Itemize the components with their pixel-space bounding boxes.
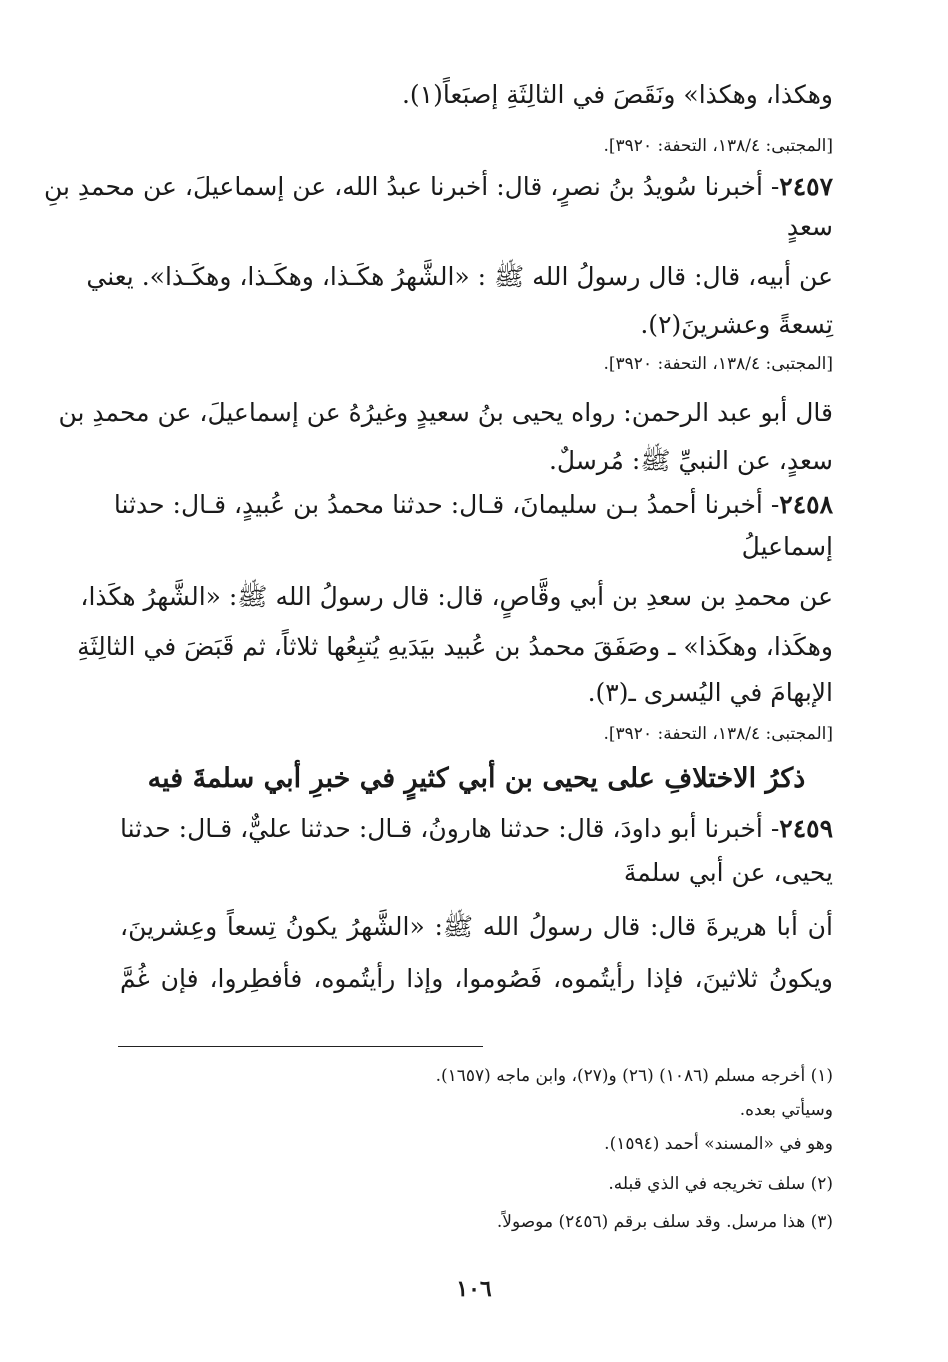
text-segment: - أخبرنا أحمدُ بـن سليمانَ، قـال: حدثنا محمدُ بن عُبيدٍ، قـال: حدثنا (113, 490, 780, 519)
footnote: (٢) سلف تخريجه في الذي قبله. (608, 1174, 833, 1194)
hadith-2458-line (113, 488, 833, 522)
text-line: الإبهامَ في اليُسرى ـ(٣). (587, 678, 833, 707)
hadith-number: ٢٤٥٨ (779, 490, 833, 519)
footnote: وسيأتي بعده. (739, 1100, 833, 1120)
text-segment: - أخبرنا سُويدُ بنُ نصرٍ، قال: أخبرنا عبدُ الله، عن إسماعيلَ، عن محمدِ بنِ (44, 172, 780, 201)
text-line: عن أبيه، قال: قال رسولُ الله ﷺ : «الشَّهرُ هكَـذا، وهكَـذا، وهكَـذا». يعني (86, 262, 833, 291)
text-line: سعدٍ، عن النبيِّ ﷺ: مُرسلٌ. (548, 446, 833, 475)
hadith-number: ٢٤٥٩ (779, 814, 833, 843)
hadith-number: ٢٤٥٧ (779, 172, 833, 201)
text-line: سعدٍ (786, 212, 833, 241)
text-line: ويكونُ ثلاثينَ، فإذا رأيتُموه، فَصُوموا، وإذا رأيتُموه، فأفطِروا، فإن غُمَّ (120, 964, 833, 993)
hadith-2457-line (44, 170, 833, 204)
footnote: (٣) هذا مرسل. وقد سلف برقم (٢٤٥٦) موصولاً. (496, 1212, 833, 1232)
reference-note: [المجتبى: ١٣٨/٤، التحفة: ٣٩٢٠]. (603, 724, 833, 744)
footnote-separator (118, 1046, 483, 1047)
text-line: عن محمدِ بن سعدِ بن أبي وقَّاصٍ، قال: قال رسولُ الله ﷺ: «الشَّهرُ هكَذا، (80, 582, 833, 611)
reference-note: [المجتبى: ١٣٨/٤، التحفة: ٣٩٢٠]. (603, 136, 833, 156)
text-line: وهكذا، وهكذا» ونَقَصَ في الثالِثَةِ إصبَعاً(١). (401, 80, 833, 109)
section-heading: ذكرُ الاختلافِ على يحيى بن أبي كثيرٍ في خبرِ أبي سلمةَ فيه (147, 763, 806, 794)
page-number: ١٠٦ (456, 1276, 492, 1302)
footnote: (١) أخرجه مسلم (١٠٨٦) (٢٦) و(٢٧)، وابن ماجه (١٦٥٧). (435, 1066, 833, 1086)
text-segment: - أخبرنا أبو داودَ، قال: حدثنا هارونُ، قـال: حدثنا عليٌّ، قـال: حدثنا (120, 814, 780, 843)
footnote: وهو في «المسند» أحمد (١٥٩٤). (604, 1134, 833, 1154)
text-line: إسماعيلُ (741, 532, 833, 561)
text-line: قال أبو عبد الرحمن: رواه يحيى بنُ سعيدٍ وغيرُهُ عن إسماعيلَ، عن محمدِ بن (58, 398, 833, 427)
text-line: تِسعةً وعشرينَ(٢). (640, 310, 833, 339)
text-line: وهكَذا، وهكَذا» ـ وصَفَقَ محمدُ بن عُبيد بيَدَيهِ يُتبِعُها ثلاثاً، ثم قَبَضَ في الثالِثَةِ (77, 632, 833, 661)
text-line: أن أبا هريرةَ قال: قال رسولُ الله ﷺ: «الشَّهرُ يكونُ تِسعاً وعِشرينَ، (120, 912, 833, 941)
reference-note: [المجتبى: ١٣٨/٤، التحفة: ٣٩٢٠]. (603, 354, 833, 374)
hadith-2459-line (120, 812, 833, 846)
text-line: يحيى، عن أبي سلمةَ (623, 858, 833, 887)
